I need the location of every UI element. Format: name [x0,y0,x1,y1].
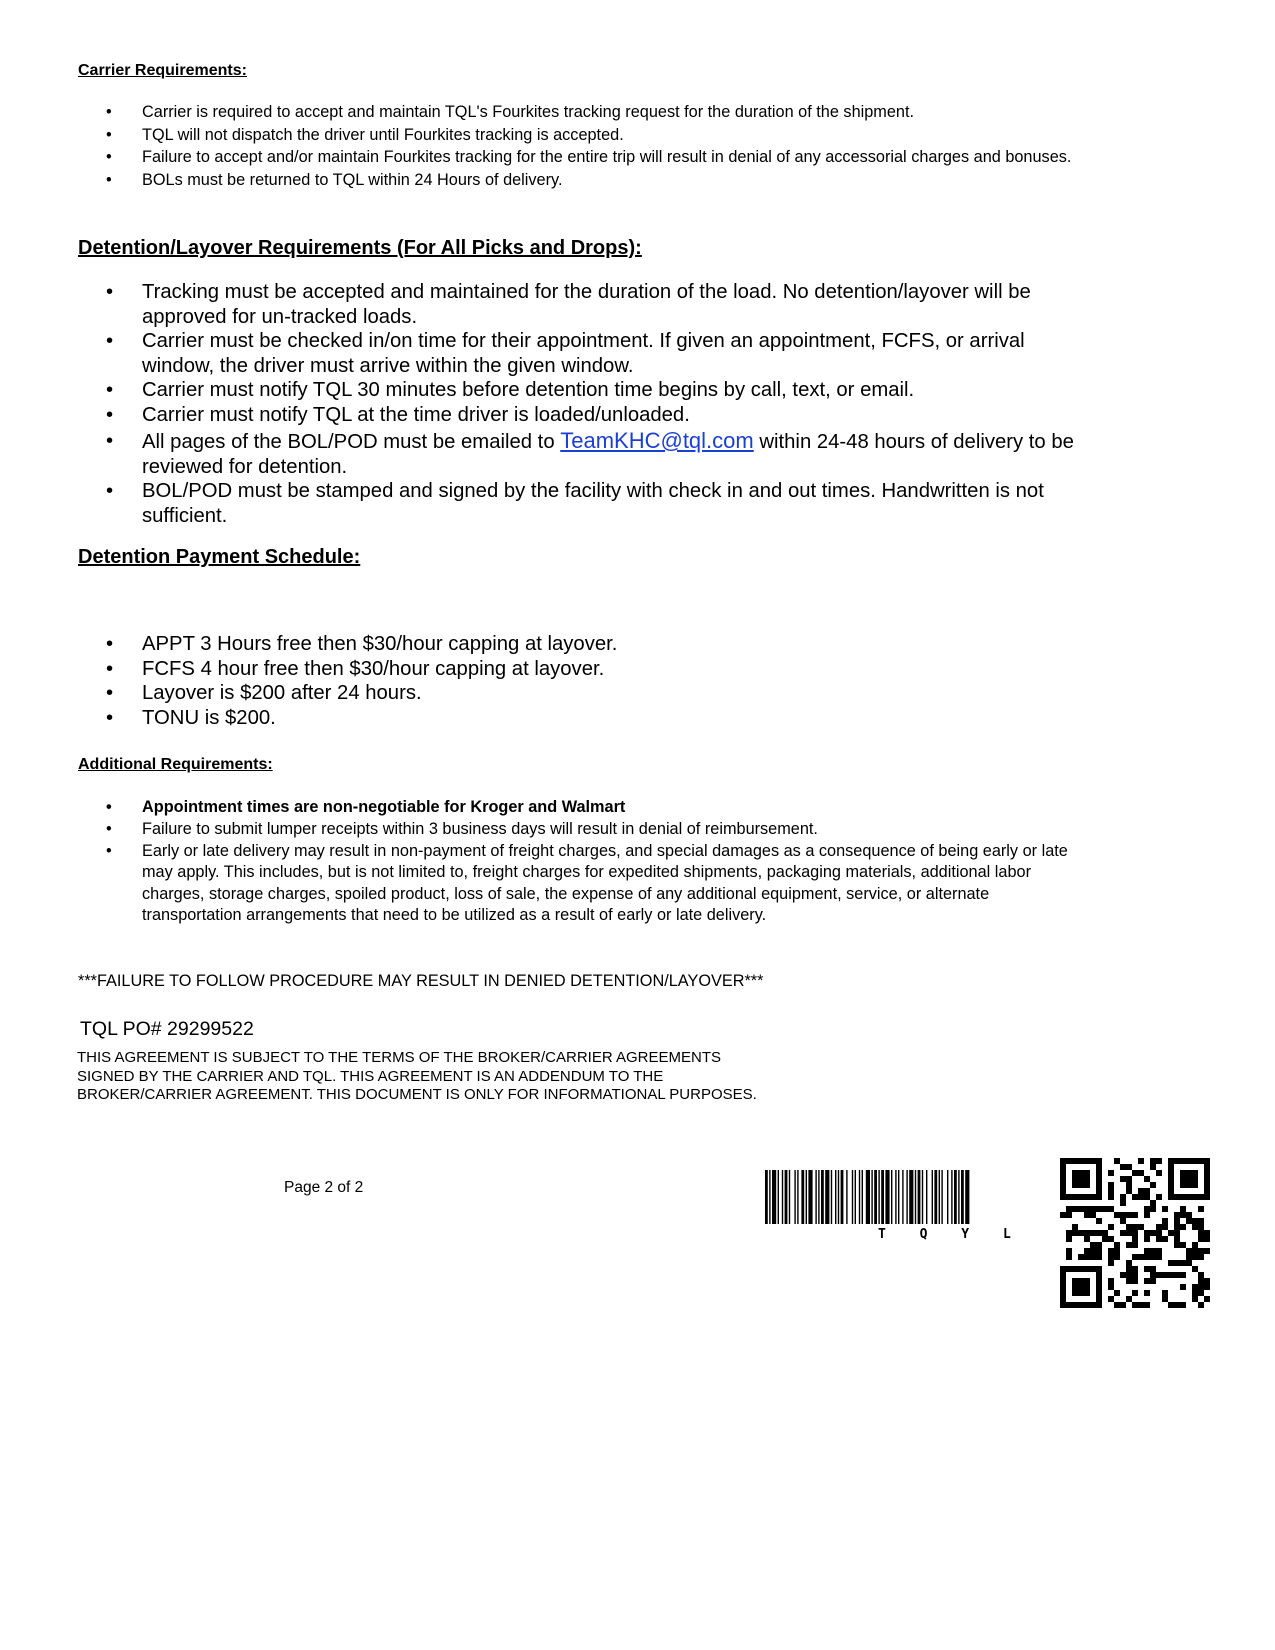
list-item: • Failure to submit lumper receipts within 3 business days will result in denial of reimbursement. [0,819,1082,841]
list-item: • TONU is $200. [0,706,1082,731]
detention-requirements-heading: Detention/Layover Requirements (For All Picks and Drops): [78,237,642,259]
barcode [765,1170,1045,1230]
additional-requirements-list [0,796,1275,927]
list-item: • Carrier is required to accept and maintain TQL's Fourkites tracking request for the duration of the shipment. [0,101,1082,124]
list-item: • Carrier must notify TQL 30 minutes before detention time begins by call, text, or email. [0,378,1082,403]
list-item: • Carrier must be checked in/on time for their appointment. If given an appointment, FCFS, or arrival window, the driver must arrive within the given window. [0,329,1082,378]
barcode-bars [765,1170,1045,1224]
list-item-email [0,429,1082,479]
list-item: • TQL will not dispatch the driver until Fourkites tracking is accepted. [0,124,1082,147]
email-item-text-before: All pages of the BOL/POD must be emailed to [142,431,561,453]
list-item: • Carrier must notify TQL at the time driver is loaded/unloaded. [0,403,1082,428]
list-item: • Early or late delivery may result in non-payment of freight charges, and special damages as a consequence of being early or late may apply. This includes, but is not limited to, freight charges for expedited shipments, packaging materials, additional labor charges, storage charges, spoiled product, loss of sale, the expense of any additional equipment, service, or alternate transportation arrangements that need to be utilized as a result of early or late delivery. [0,841,1082,927]
additional-requirements-heading: Additional Requirements: [78,756,273,773]
list-item: • BOLs must be returned to TQL within 24 Hours of delivery. [0,169,1082,192]
page-number: Page 2 of 2 [284,1179,364,1196]
list-item: • BOL/POD must be stamped and signed by the facility with check in and out times. Handwritten is not sufficient. [0,479,1082,528]
carrier-requirements-list [0,101,1275,191]
payment-schedule-heading: Detention Payment Schedule: [78,546,361,568]
list-item: • Layover is $200 after 24 hours. [0,681,1082,706]
payment-schedule-list [0,632,1275,730]
list-item-bold: • Appointment times are non-negotiable for Kroger and Walmart [0,796,1082,819]
qr-code [1060,1158,1210,1313]
list-item: • Failure to accept and/or maintain Fourkites tracking for the entire trip will result in denial of any accessorial charges and bonuses. [0,146,1082,169]
legal-disclaimer: THIS AGREEMENT IS SUBJECT TO THE TERMS OF THE BROKER/CARRIER AGREEMENTS SIGNED BY THE CARRIER AND TQL. THIS AGREEMENT IS AN ADDENDUM TO THE BROKER/CARRIER AGREEMENT. THIS DOCUMENT IS ONLY FOR INFORMATIONAL PURPOSES. [77,1049,757,1103]
po-number: TQL PO# 29299522 [80,1018,254,1040]
email-link[interactable]: TeamKHC@tql.com [560,428,754,453]
list-item: • Tracking must be accepted and maintained for the duration of the load. No detention/layover will be approved for un-tracked loads. [0,280,1082,329]
list-item: • APPT 3 Hours free then $30/hour capping at layover. [0,632,1082,657]
procedure-warning: ***FAILURE TO FOLLOW PROCEDURE MAY RESULT IN DENIED DETENTION/LAYOVER*** [78,972,764,990]
carrier-requirements-heading: Carrier Requirements: [78,62,247,79]
qr-code-graphic [1060,1158,1210,1308]
barcode-caption: T Q Y L [878,1227,1011,1242]
list-item: • FCFS 4 hour free then $30/hour capping at layover. [0,657,1082,682]
email-item-text-after: within 24-48 hours of delivery to be reviewed for detention. [142,431,1074,478]
detention-requirements-list [0,280,1275,528]
